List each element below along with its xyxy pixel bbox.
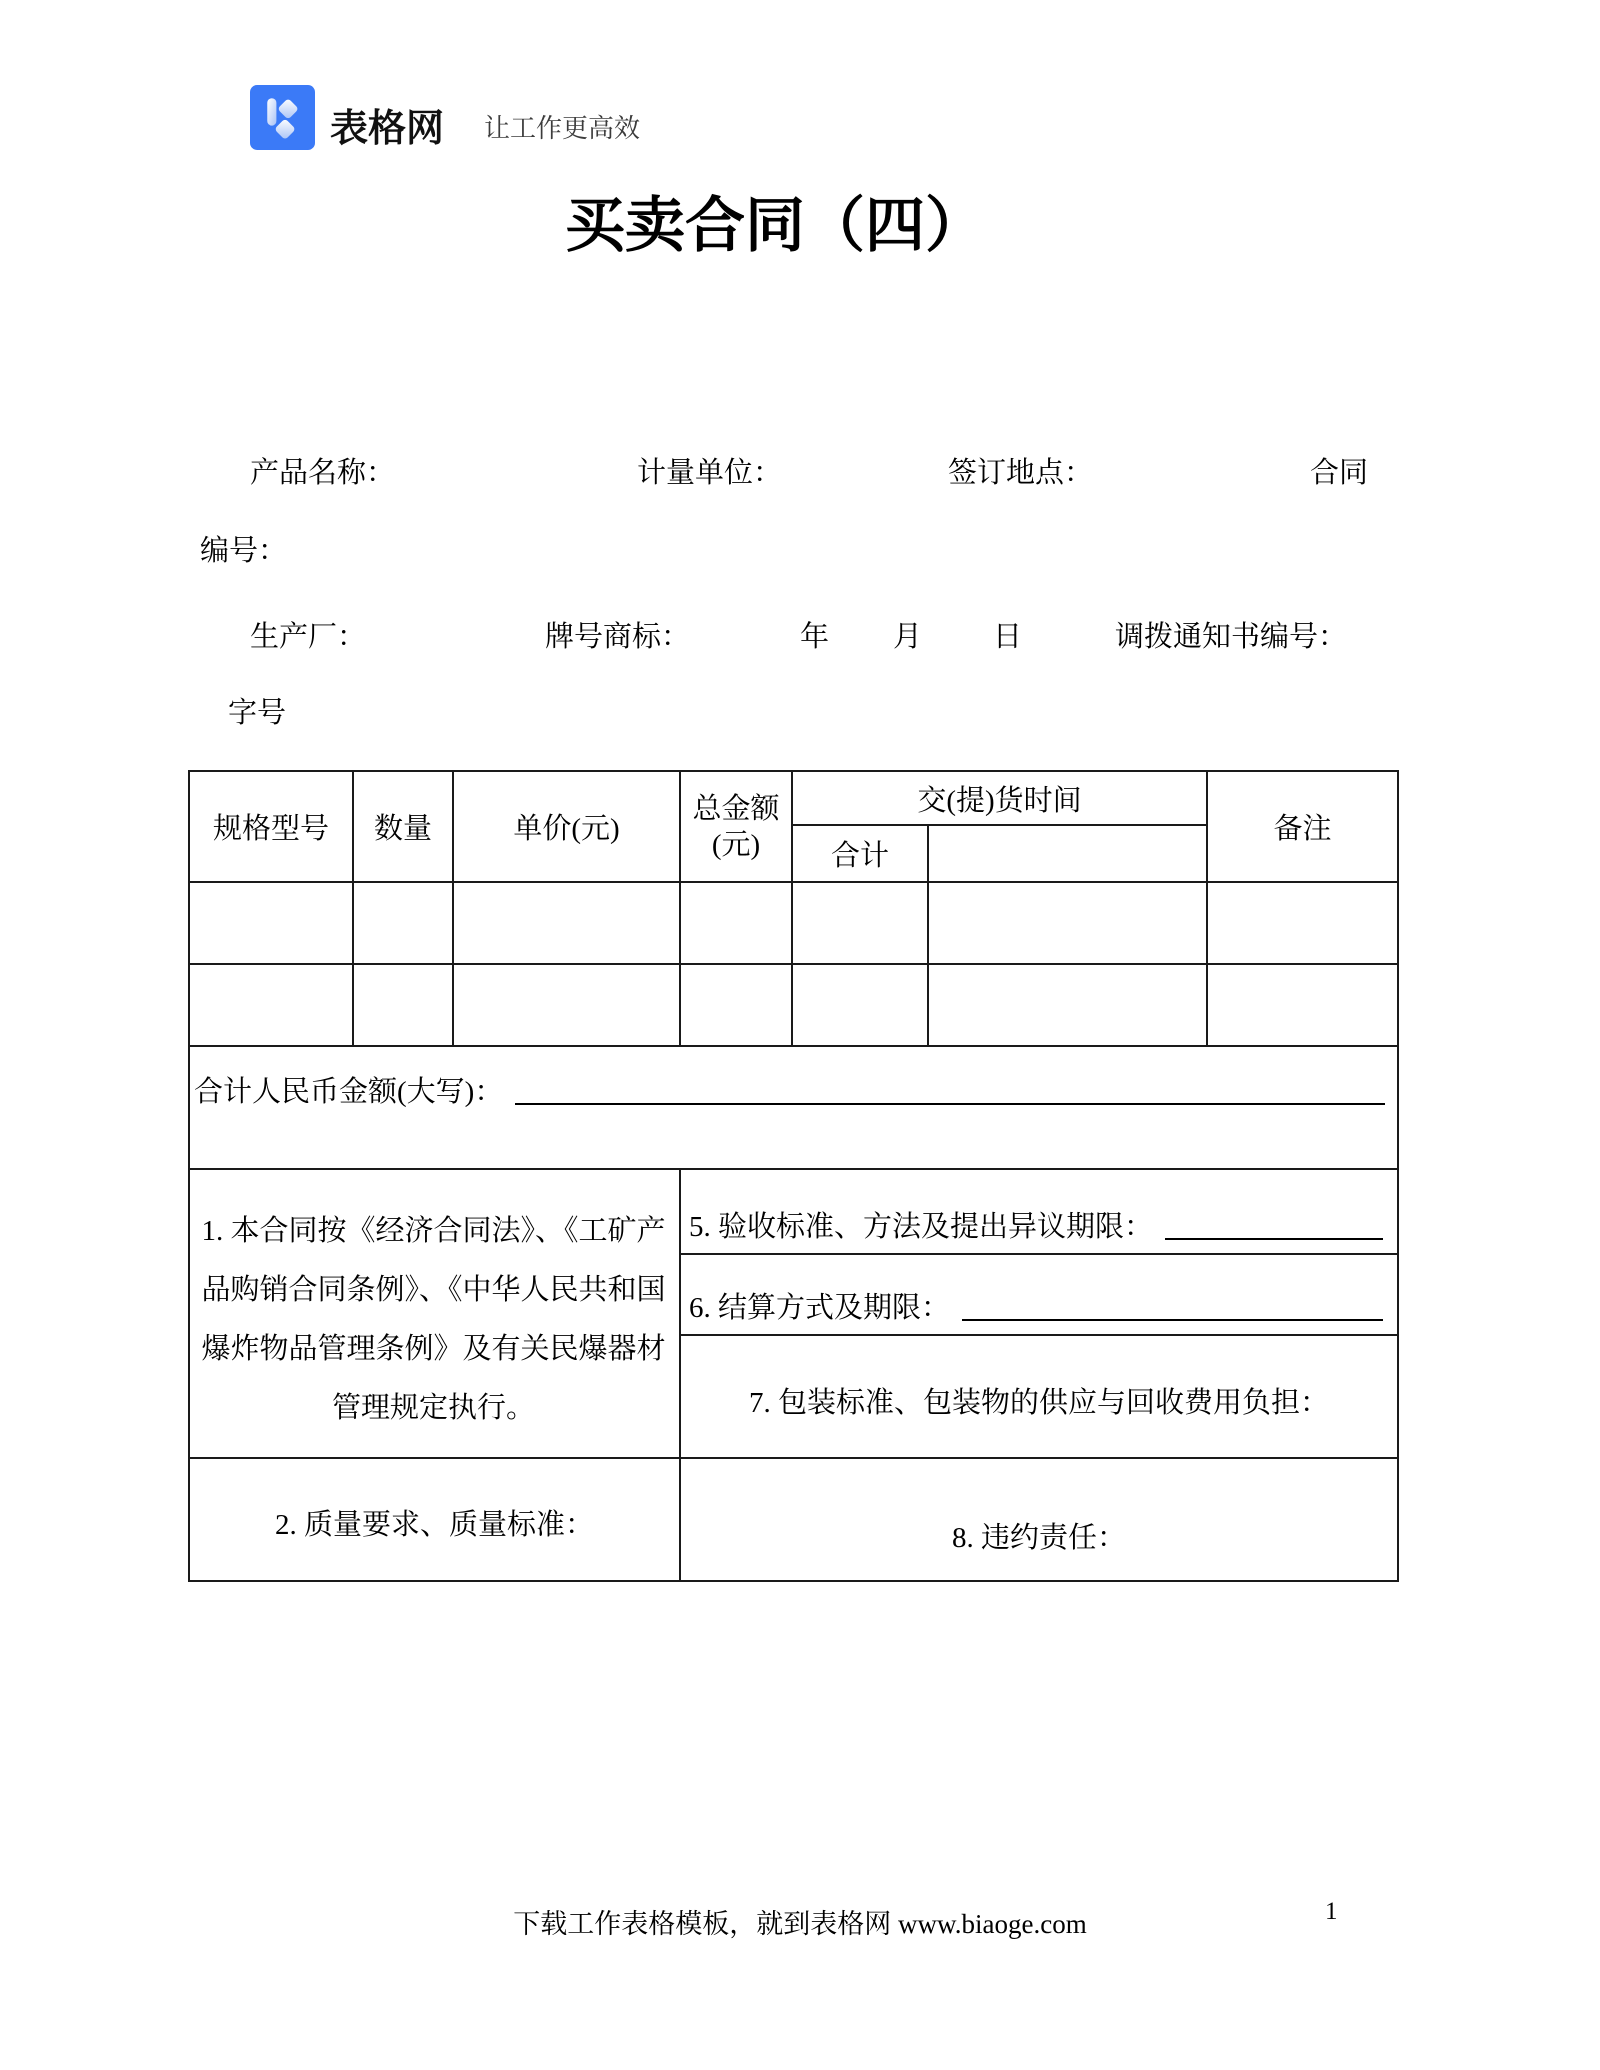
table-cell-empty xyxy=(189,882,353,964)
brand-mark-label: 牌号商标： xyxy=(545,621,691,653)
clause-7-packaging: 7. 包装标准、包装物的供应与回收费用负担： xyxy=(680,1335,1398,1458)
table-cell-empty xyxy=(680,964,792,1046)
total-in-words-blank-field xyxy=(515,1103,1385,1105)
col-header-delivery-time: 交(提)货时间 xyxy=(792,771,1207,825)
table-cell-empty xyxy=(453,964,680,1046)
table-cell-empty xyxy=(928,882,1207,964)
dispatch-notice-label: 调拨通知书编号： xyxy=(1115,621,1348,653)
clause-5-acceptance: 5. 验收标准、方法及提出异议期限： xyxy=(680,1169,1398,1254)
col-header-quantity: 数量 xyxy=(353,771,453,882)
manufacturer-label: 生产厂： xyxy=(250,621,367,653)
month-label: 月 xyxy=(893,621,923,653)
table-cell-empty xyxy=(353,964,453,1046)
page-number: 1 xyxy=(1325,1898,1338,1925)
brand-tagline: 让工作更高效 xyxy=(484,114,641,143)
table-cell-empty xyxy=(928,964,1207,1046)
table-cell-empty xyxy=(353,882,453,964)
col-header-total-amount: 总金额 (元) xyxy=(680,771,792,882)
table-cell-empty xyxy=(1207,964,1398,1046)
col-header-subtotal: 合计 xyxy=(792,825,928,882)
col-header-delivery-blank xyxy=(928,825,1207,882)
clause-1-law-basis: 1. 本合同按《经济合同法》、《工矿产品购销合同条例》、《中华人民共和国爆炸物品管理条例》及有关民爆器材管理规定执行。 xyxy=(189,1169,680,1458)
product-name-label: 产品名称： xyxy=(250,457,396,489)
biaoge-logo-icon xyxy=(250,85,315,150)
contract-word: 合同 xyxy=(1310,457,1369,489)
sign-place-label: 签订地点： xyxy=(948,457,1094,489)
total-in-words-label: 合计人民币金额(大写)： xyxy=(194,1076,504,1108)
brand-name: 表格网 xyxy=(330,108,445,150)
number-label: 编号： xyxy=(200,535,288,567)
clause-5-blank-field xyxy=(1165,1238,1383,1240)
col-header-spec: 规格型号 xyxy=(189,771,353,882)
col-header-remarks: 备注 xyxy=(1207,771,1398,882)
table-cell-empty xyxy=(453,882,680,964)
table-row xyxy=(189,964,1398,1046)
contract-table xyxy=(188,770,1399,1582)
document-title: 买卖合同（四） xyxy=(565,192,985,259)
clause-6-blank-field xyxy=(962,1319,1383,1321)
table-cell-empty xyxy=(1207,882,1398,964)
unit-label: 计量单位： xyxy=(637,457,783,489)
total-in-words-row xyxy=(189,1046,1398,1169)
day-label: 日 xyxy=(993,621,1023,653)
year-label: 年 xyxy=(800,621,830,653)
zihao-label: 字号 xyxy=(228,697,287,729)
col-header-unit-price: 单价(元) xyxy=(453,771,680,882)
clause-2-quality: 2. 质量要求、质量标准： xyxy=(189,1458,680,1581)
table-row xyxy=(189,882,1398,964)
table-cell-empty xyxy=(792,964,928,1046)
footer-promo-text: 下载工作表格模板，就到表格网 www.biaoge.com xyxy=(513,1909,1087,1939)
table-cell-empty xyxy=(792,882,928,964)
clause-6-settlement: 6. 结算方式及期限： xyxy=(680,1254,1398,1335)
clause-8-liability: 8. 违约责任： xyxy=(680,1458,1398,1581)
table-cell-empty xyxy=(189,964,353,1046)
table-cell-empty xyxy=(680,882,792,964)
